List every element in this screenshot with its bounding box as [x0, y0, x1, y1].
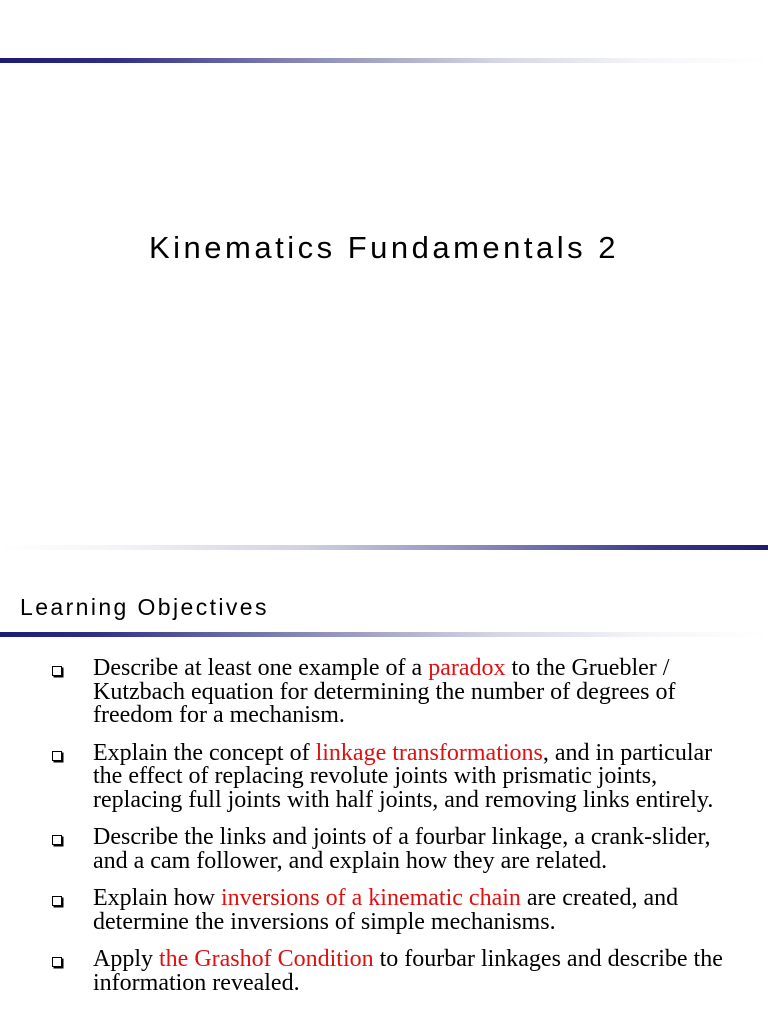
objective-item	[0, 948, 768, 995]
objective-item	[0, 826, 768, 873]
objective-highlight: the Grashof Condition	[159, 946, 374, 972]
objective-text: Apply	[93, 946, 159, 972]
learning-objectives-list	[0, 657, 768, 1009]
square-bullet-icon	[52, 666, 62, 676]
objective-text: to the Gruebler / Kutzbach equation for determining the number of degrees of freedom for a mechanism.	[93, 655, 676, 728]
objective-text: Describe at least one example of a	[93, 655, 429, 681]
square-bullet-icon	[52, 835, 62, 845]
objective-item	[0, 739, 768, 813]
slide-divider-rule	[0, 545, 768, 550]
objective-text: Describe the links and joints of a fourbar linkage, a crank-slider, and a cam follower, and explain how they are related.	[93, 824, 711, 874]
objective-text: are created, and determine the inversions of simple mechanisms.	[93, 885, 679, 935]
top-gradient-rule	[0, 58, 768, 63]
objective-text: Explain the concept of	[93, 739, 316, 766]
section-title-underline	[0, 632, 768, 637]
square-bullet-icon	[52, 751, 62, 761]
square-bullet-icon	[52, 896, 62, 906]
slide-title: Kinematics Fundamentals 2	[148, 230, 620, 265]
objective-text: Explain how	[93, 885, 221, 911]
objective-highlight: paradox	[428, 655, 506, 681]
objective-item	[0, 887, 768, 934]
objective-highlight: linkage transformations	[315, 739, 543, 766]
objective-text: , and in particular the effect of replacing revolute joints with prismatic joints, replacing full joints with half joints, and removing links entirely.	[93, 739, 714, 813]
section-title: Learning Objectives	[20, 594, 269, 620]
objective-text: to fourbar linkages and describe the information revealed.	[93, 946, 723, 996]
square-bullet-icon	[52, 957, 62, 967]
objective-highlight: inversions of a kinematic chain	[220, 885, 521, 911]
objective-item	[0, 657, 768, 728]
